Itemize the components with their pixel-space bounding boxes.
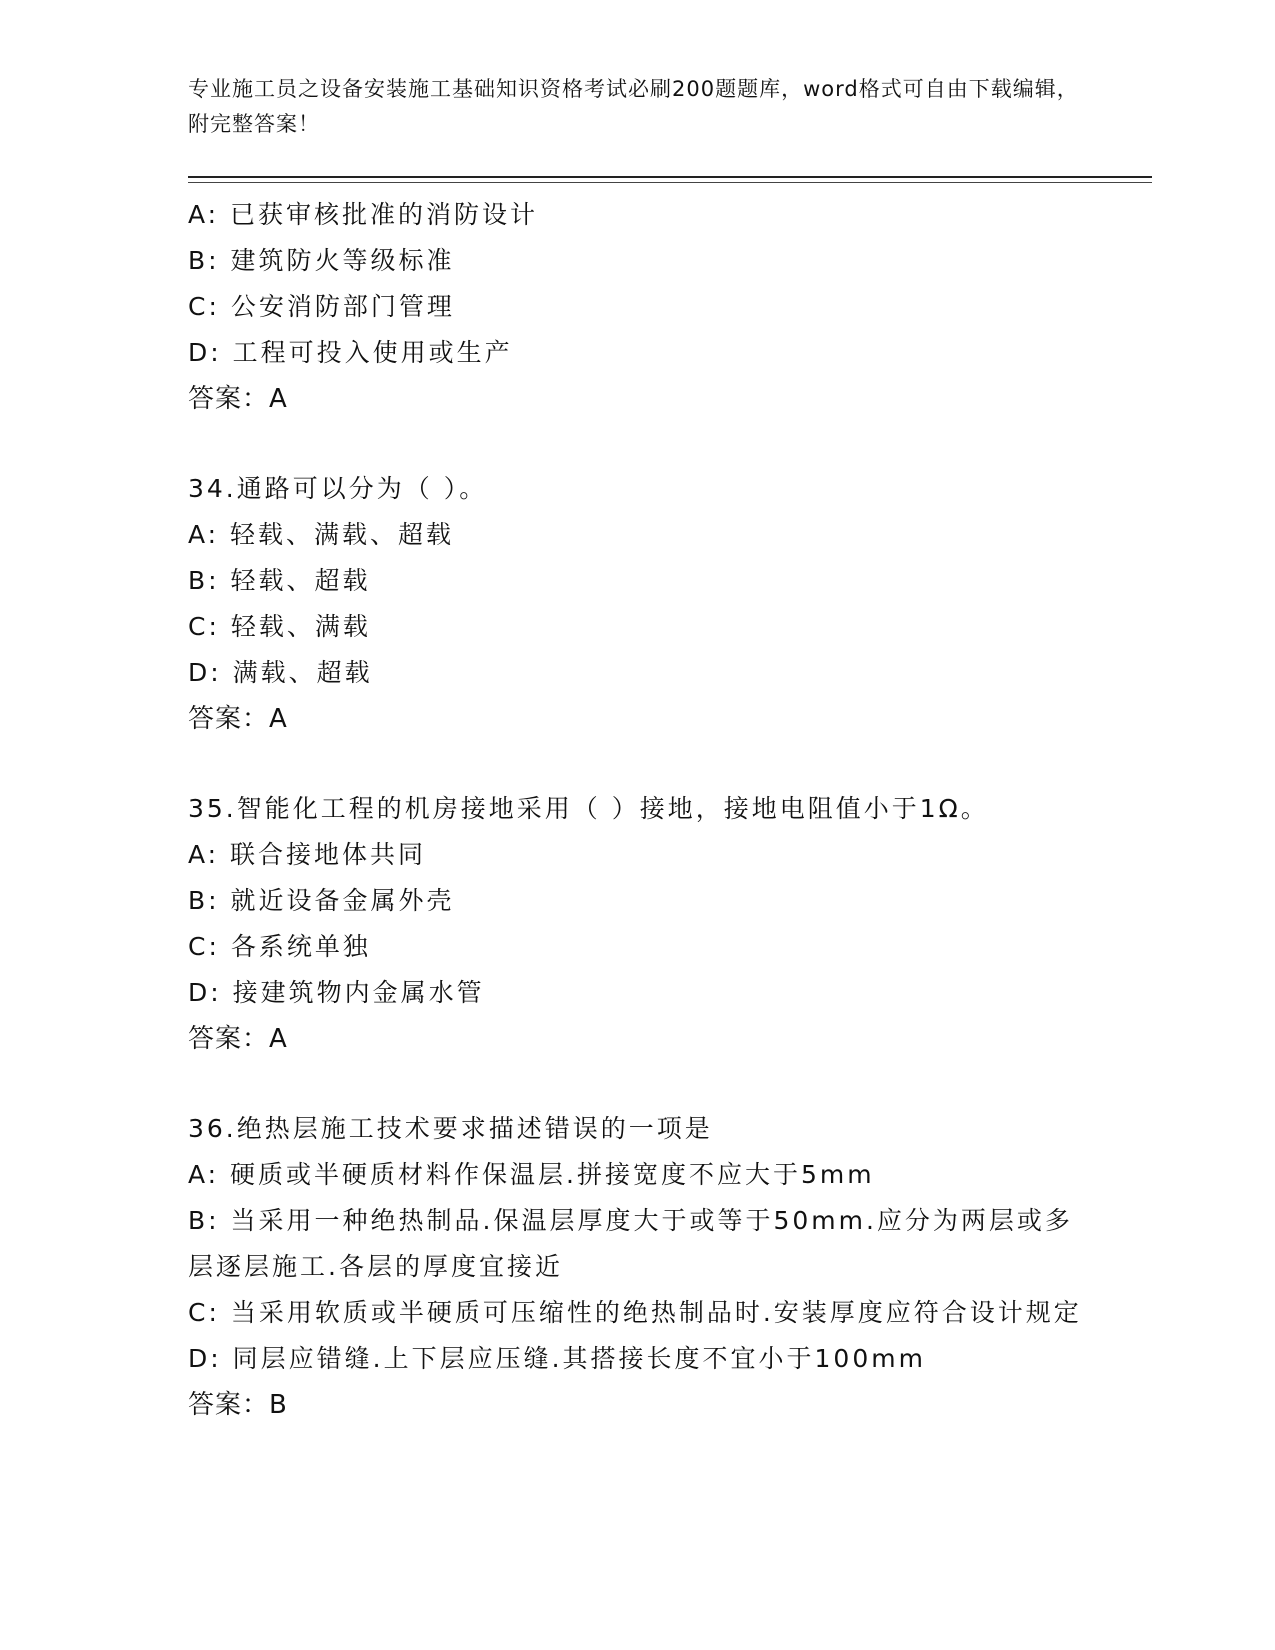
q33-option-a: A: 已获审核批准的消防设计 [188,200,539,229]
q35-option-b: B: 就近设备金属外壳 [188,886,455,915]
q36-answer: 答案：B [188,1390,288,1420]
question-34-block [188,466,1088,742]
q35-option-a: A: 联合接地体共同 [188,840,427,869]
question-content [188,192,1088,1428]
question-36-block [188,1106,1088,1428]
q34-option-d: D: 满载、超载 [188,658,373,687]
q35-stem: 35.智能化工程的机房接地采用（ ）接地，接地电阻值小于1Ω。 [188,794,989,823]
q36-stem: 36.绝热层施工技术要求描述错误的一项是 [188,1114,713,1143]
q34-option-b: B: 轻载、超载 [188,566,371,595]
q33-option-d: D: 工程可投入使用或生产 [188,338,513,367]
document-header: 专业施工员之设备安装施工基础知识资格考试必刷200题题库，word格式可自由下载编辑，附完整答案！ [188,77,1079,136]
q34-option-c: C: 轻载、满载 [188,612,371,641]
question-33-block [188,192,1088,422]
q35-option-c: C: 各系统单独 [188,932,371,961]
q34-answer: 答案：A [188,704,288,734]
question-35-block [188,786,1088,1062]
q33-option-c: C: 公安消防部门管理 [188,292,455,321]
q34-stem: 34.通路可以分为（ ）。 [188,474,488,503]
header-divider-thin [188,182,1152,183]
q36-option-a: A: 硬质或半硬质材料作保温层.拼接宽度不应大于5mm [188,1160,875,1189]
q34-option-a: A: 轻载、满载、超载 [188,520,455,549]
q35-option-d: D: 接建筑物内金属水管 [188,978,485,1007]
q36-option-b: B: 当采用一种绝热制品.保温层厚度大于或等于50mm.应分为两层或多层逐层施工.各层的厚度宜接近 [188,1206,1073,1281]
q35-answer: 答案：A [188,1024,288,1054]
q36-option-c: C: 当采用软质或半硬质可压缩性的绝热制品时.安装厚度应符合设计规定 [188,1298,1082,1327]
q36-option-d: D: 同层应错缝.上下层应压缝.其搭接长度不宜小于100mm [188,1344,926,1373]
q33-option-b: B: 建筑防火等级标准 [188,246,455,275]
header-divider-thick [188,176,1152,178]
q33-answer: 答案：A [188,384,288,414]
